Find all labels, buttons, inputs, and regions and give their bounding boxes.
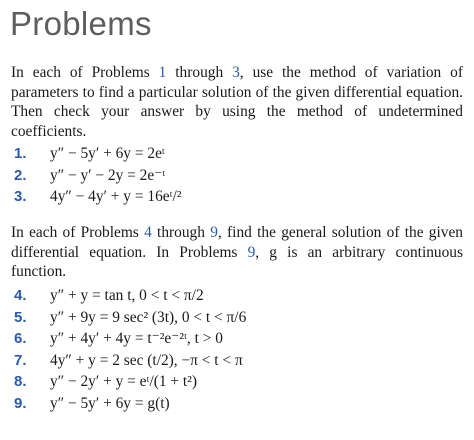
problem-list-2 — [14, 285, 246, 415]
problem-item — [14, 371, 246, 393]
problem-number: 8. — [14, 373, 27, 391]
problem-item — [14, 307, 246, 329]
problem-equation: y″ − 5y′ + 6y = g(t) — [50, 394, 170, 412]
problem-equation: 4y″ + y = 2 sec (t/2), −π < t < π — [50, 351, 243, 369]
problem-item — [14, 186, 181, 208]
problem-list-1 — [14, 143, 181, 208]
problem-item — [14, 393, 246, 415]
intro-text: through — [166, 64, 233, 81]
problem-reference-link[interactable]: 9 — [210, 224, 218, 241]
intro-text: In each of Problems — [11, 224, 145, 241]
problem-item — [14, 328, 246, 350]
page-title: Problems — [10, 5, 152, 42]
problem-equation: y″ + 9y = 9 sec² (3t), 0 < t < π/6 — [50, 308, 247, 326]
problem-equation: y″ + y = tan t, 0 < t < π/2 — [50, 287, 204, 304]
problem-reference-link[interactable]: 3 — [232, 64, 240, 81]
intro-text: , find the general solution of the given differential equation. In Problems — [11, 224, 463, 261]
problem-item — [14, 285, 246, 307]
problem-number: 6. — [14, 330, 27, 348]
problem-number: 9. — [14, 394, 27, 412]
problem-number: 2. — [14, 166, 27, 184]
problem-equation: y″ − 5y′ + 6y = 2eᵗ — [50, 145, 165, 162]
problem-equation: y″ − 2y′ + y = eᵗ/(1 + t²) — [50, 373, 197, 391]
problem-equation: y″ − y′ − 2y = 2e⁻ᵗ — [50, 166, 166, 184]
problem-reference-link[interactable]: 1 — [158, 64, 167, 81]
problem-item — [14, 350, 246, 372]
problem-item — [14, 143, 181, 165]
problem-number: 1. — [14, 145, 27, 162]
intro-text: through — [151, 224, 211, 241]
problem-number: 7. — [14, 351, 27, 369]
problem-number: 5. — [14, 308, 27, 326]
instructions-paragraph-1 — [11, 63, 463, 141]
problem-equation: y″ + 4y′ + 4y = t⁻²e⁻²ᵗ, t > 0 — [50, 330, 223, 348]
problem-equation: 4y″ − 4y′ + y = 16eᵗ/² — [50, 188, 182, 206]
problem-reference-link[interactable]: 4 — [144, 224, 152, 241]
instructions-paragraph-2 — [11, 223, 463, 282]
intro-text: In each of Problems — [11, 64, 159, 81]
problem-number: 4. — [14, 287, 27, 304]
intro-text: , g is an arbitrary continuous function. — [11, 243, 463, 281]
problem-item — [14, 165, 181, 187]
intro-text: , use the method of variation of parameters to find a particular solution of the given differential equation. Then check your answer by using the method of undetermined coefficients. — [11, 64, 463, 140]
problem-number: 3. — [14, 188, 27, 206]
problem-reference-link[interactable]: 9 — [247, 243, 256, 261]
